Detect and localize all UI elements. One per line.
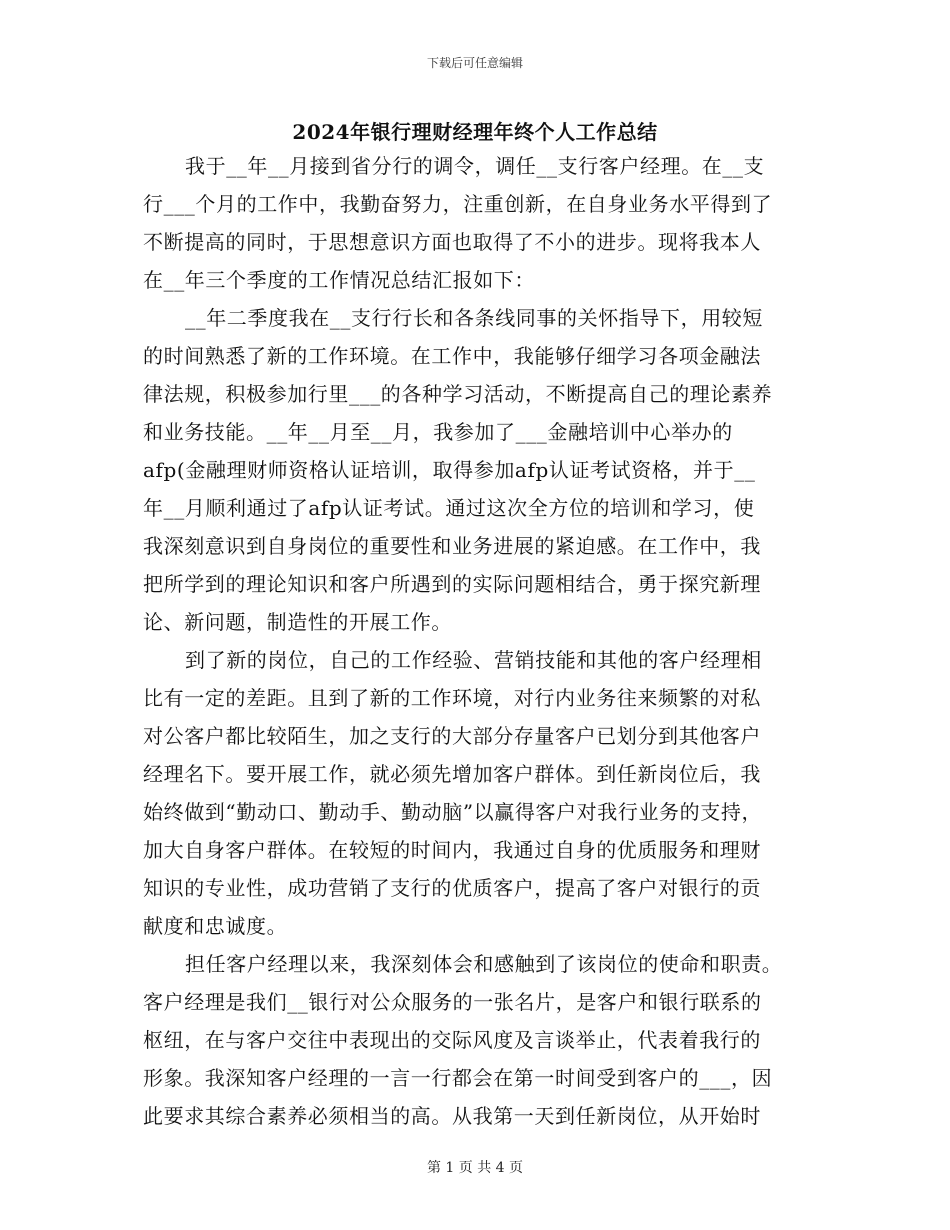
text-line: 我深刻意识到自身岗位的重要性和业务进展的紧迫感。在工作中，我 [143,534,761,558]
text-line: 担任客户经理以来，我深刻体会和感触到了该岗位的使命和职责。 [185,952,783,976]
text-line: __年二季度我在__支行行长和各条线同事的关怀指导下，用较短 [185,306,763,330]
text-line: 我于__年__月接到省分行的调令，调任__支行客户经理。在__支 [185,154,765,178]
text-line: 枢纽，在与客户交往中表现出的交际风度及言谈举止，代表着我行的 [143,1028,761,1052]
page-number: 第 1 页 共 4 页 [426,1160,524,1176]
text-line: 始终做到“勤动口、勤动手、勤动脑”以赢得客户对我行业务的支持， [143,800,763,824]
text-line: 和业务技能。__年__月至__月，我参加了___金融培训中心举办的 [143,420,733,444]
text-line: 论、新问题，制造性的开展工作。 [143,610,452,634]
text-line: 献度和忠诚度。 [143,914,288,938]
paragraph-3 [143,641,813,945]
text-line: 比有一定的差距。且到了新的工作环境，对行内业务往来频繁的对私 [143,686,761,710]
text-line: 形象。我深知客户经理的一言一行都会在第一时间受到客户的___，因 [143,1066,773,1090]
text-line: 把所学到的理论知识和客户所遇到的实际问题相结合，勇于探究新理 [143,572,761,596]
text-line: afp(金融理财师资格认证培训，取得参加afp认证考试资格，并于__ [143,458,756,482]
document-body [143,147,813,1135]
text-line: 此要求其综合素养必须相当的高。从我第一天到任新岗位，从开始时 [143,1104,761,1128]
text-line: 的时间熟悉了新的工作环境。在工作中，我能够仔细学习各项金融法 [143,344,761,368]
text-line: 在__年三个季度的工作情况总结汇报如下： [143,268,535,292]
text-line: 律法规，积极参加行里___的各种学习活动，不断提高自己的理论素养 [143,382,773,406]
text-line: 对公客户都比较陌生，加之支行的大部分存量客户已划分到其他客户 [143,724,761,748]
text-line: 知识的专业性，成功营销了支行的优质客户，提高了客户对银行的贡 [143,876,761,900]
text-line: 加大自身客户群体。在较短的时间内，我通过自身的优质服务和理财 [143,838,761,862]
text-line: 客户经理是我们__银行对公众服务的一张名片，是客户和银行联系的 [143,990,762,1014]
paragraph-1 [143,147,813,299]
page-header-note: 下载后可任意编辑 [426,56,523,70]
paragraph-2 [143,299,813,641]
text-line: 不断提高的同时，于思想意识方面也取得了不小的进步。现将我本人 [143,230,761,254]
text-line: 年__月顺利通过了afp认证考试。通过这次全方位的培训和学习，使 [143,496,755,520]
text-line: 经理名下。要开展工作，就必须先增加客户群体。到任新岗位后，我 [143,762,761,786]
paragraph-4 [143,945,813,1135]
text-line: 到了新的岗位，自己的工作经验、营销技能和其他的客户经理相 [185,648,762,672]
document-title: 2024年银行理财经理年终个人工作总结 [292,120,658,144]
text-line: 行___个月的工作中，我勤奋努力，注重创新，在自身业务水平得到了 [143,192,773,216]
